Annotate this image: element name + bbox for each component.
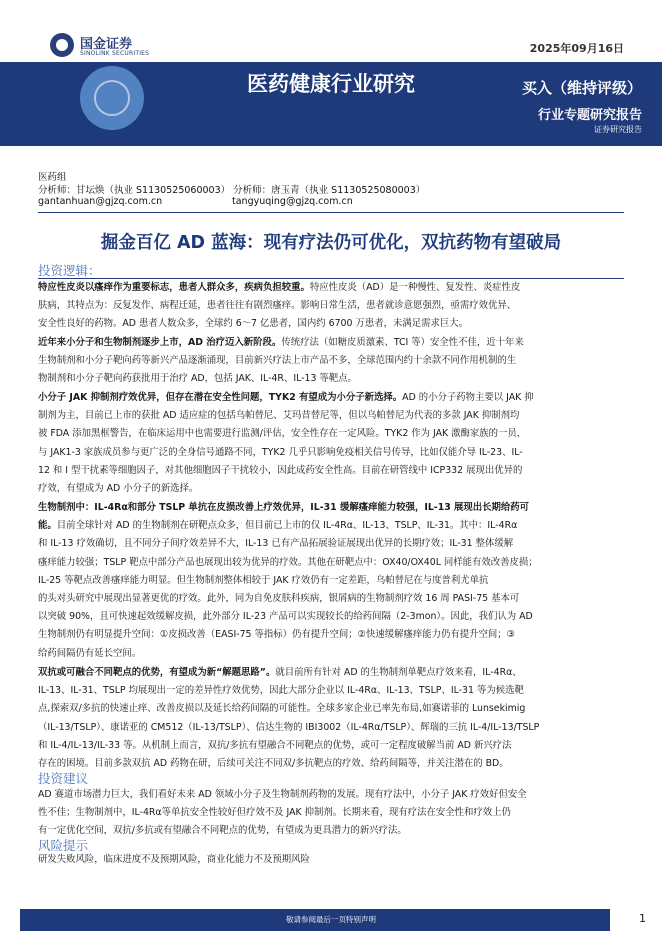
- company-logo: [50, 33, 170, 63]
- report-date: 2025年09月16日: [529, 42, 624, 55]
- paragraph-1: 特应性皮炎以瘙痒作为重要标志，患者人群众多，疾病负担较重。特应性皮炎（AD）是一种慢性、复发性、炎症性皮 肤病，其特点为：反复发作、病程迁延，患者往往有剧烈瘙痒。影响日常生活，患者就诊意愿强烈，亟需疗效优异、 安全性良好的药物。AD 患者人数众多，全球约 6～7 亿患者，国内约 6700 万患者，未满足需求巨大。: [38, 282, 521, 330]
- report-category: 医药健康行业研究: [247, 72, 415, 96]
- section-heading-risk: 风险提示: [38, 838, 89, 853]
- section-heading-advice: 投资建议: [38, 771, 89, 786]
- logo-mark-icon: [50, 33, 74, 57]
- paragraph-3: 小分子 JAK 抑制剂疗效优异，但存在潜在安全性问题，TYK2 有望成为小分子新选择。AD 的小分子药物主要以 JAK 抑 制剂为主，目前已上市的获批 AD 适应症的包括乌帕替尼、艾玛昔替尼等，但以乌帕替尼为代表的多款 JAK 抑制剂均 被 FDA 添加黑框警告，在临床运用中也需要进行监测/评估，安全性存在一定风险。TYK2 作为 JAK 激酶家族的一员， 与 JAK1-3 家族成员参与更广泛的全身信号通路不同，TYK2 几乎只影响免疫相关信号传导，比如仅能介导 IL-23、IL- 12 和 I 型干扰素等细胞因子，对其他细胞因子干扰较小，因此成药安全性高。目前在研管线中 ICP332 展现出优异的 疗效，有望成为 AD 小分子的新选择。: [38, 392, 534, 495]
- page-title: 掘金百亿 AD 蓝海：现有疗法仍可优化，双抗药物有望破局: [100, 233, 562, 253]
- paragraph-4: 生物制剂中：IL-4Rα和部分 TSLP 单抗在皮损改善上疗效优异，IL-31 缓解瘙痒能力较强，IL-13 展现出长期给药可 能。目前全球针对 AD 的生物制剂在研靶点众多，但目前已上市的仅 IL-4Rα、IL-13、TSLP、IL-31。其中：IL-4Rα 和 IL-13 疗效确切，且不同分子间疗效差异不大，IL-13 已有产品拓展验证展现出优异的长期疗效；IL-31 整体缓解 瘙痒能力较强；TSLP 靶点中部分产品也展现出较为优异的疗效。其他在研靶点中：OX40/OX40L 同样能有效改善皮损； IL-25 等靶点改善瘙痒能力明显。但生物制剂整体相较于 JAK 疗效仍有一定差距，乌帕替尼在与度普利尤单抗 的头对头研究中展现出显著更优的疗效。此外，同为自免皮肤科疾病，银屑病的生物制剂疗效 16 周 PASI-75 基本可 以突破 90%，且可快速起效缓解皮损，此外部分 IL-23 产品可以实现较长的给药间隔（2-3mon）。因此，我们认为 AD 生物制剂仍有明显提升空间：①皮损改善（EASI-75 等指标）仍有提升空间；②快速缓解瘙痒能力仍有提升空间；③ 给药间隔仍有延长空间。: [38, 502, 538, 659]
- logo-name-cn: 国金证券: [80, 37, 133, 52]
- section-heading-logic: 投资逻辑：: [38, 263, 101, 278]
- paragraph-5: 双抗或可融合不同靶点的优势，有望成为新“解题思路”。就目前所有针对 AD 的生物制剂单靶点疗效来看，IL-4Rα、 IL-13、IL-31、TSLP 均展现出一定的差异性疗效优势，因此大部分企业以 IL-4Rα、IL-13、TSLP、IL-31 等为候选靶 点,探索双/多抗的快速止痒、改善皮损以及延长给药间隔的可能性。全球多家企业已率先布局,如赛诺菲的 Lunsekimig （IL-13/TSLP）、康诺亚的 CM512（IL-13/TSLP）、信达生物的 IBI3002（IL-4Rα/TSLP）、辉瑞的三抗 IL-4/IL-13/TSLP 和 IL-4/IL-13/IL-33 等。从机制上而言，双抗/多抗有望融合不同靶点的优势，或可一定程度破解当前 AD 新兴疗法 存在的困境。目前多款双抗 AD 药物在研，后续可关注不同双/多抗靶点的疗效、给药间隔等，并关注潜在的 BD。: [38, 667, 540, 770]
- paragraph-advice: AD 赛道市场潜力巨大，我们看好未来 AD 领域小分子及生物制剂药物的发展。现有疗法中，小分子 JAK 疗效好但安全 性不佳；生物制剂中，IL-4Rα等单抗安全性较好但疗效不及 JAK 抑制剂。长期来看，现有疗法在安全性和疗效上仍 有一定优化空间，双抗/多抗或有望融合不同靶点的优势，有望成为更具潜力的新兴疗法。: [38, 789, 527, 837]
- analyst-email-1[interactable]: gantanhuan@gjzq.com.cn: [38, 196, 163, 207]
- divider: [38, 212, 624, 213]
- footer-disclaimer-link[interactable]: 敬请参阅最后一页特别声明: [286, 915, 376, 924]
- report-type: 行业专题研究报告: [537, 108, 642, 123]
- analyst-line: 分析师：甘坛焕（执业 S1130525060003） 分析师：唐玉青（执业 S1130525080003）: [38, 185, 426, 196]
- paragraph-risk: 研发失败风险，临床进度不及预期风险，商业化能力不及预期风险: [38, 854, 310, 865]
- department-label: 证券研究报告: [594, 125, 642, 134]
- rating-label: 买入（维持评级）: [521, 79, 642, 97]
- logo-name-en: SINOLINK SECURITIES: [80, 50, 150, 57]
- analyst-group: 医药组: [38, 172, 67, 183]
- paragraph-2: 近年来小分子和生物制剂逐步上市，AD 治疗迈入新阶段。传统疗法（如糖皮质激素、TCI 等）安全性不佳，近十年来 生物制剂和小分子靶向药等新兴产品逐渐涌现，目前新兴疗法上市产品不多，全球范围内约十余款不同作用机制的生 物制剂和小分子靶向药获批用于治疗 AD，包括 JAK、IL-4R、IL-13 等靶点。: [38, 337, 524, 385]
- page-number: 1: [639, 912, 646, 925]
- analyst-email-2[interactable]: tangyuqing@gjzq.com.cn: [232, 196, 353, 207]
